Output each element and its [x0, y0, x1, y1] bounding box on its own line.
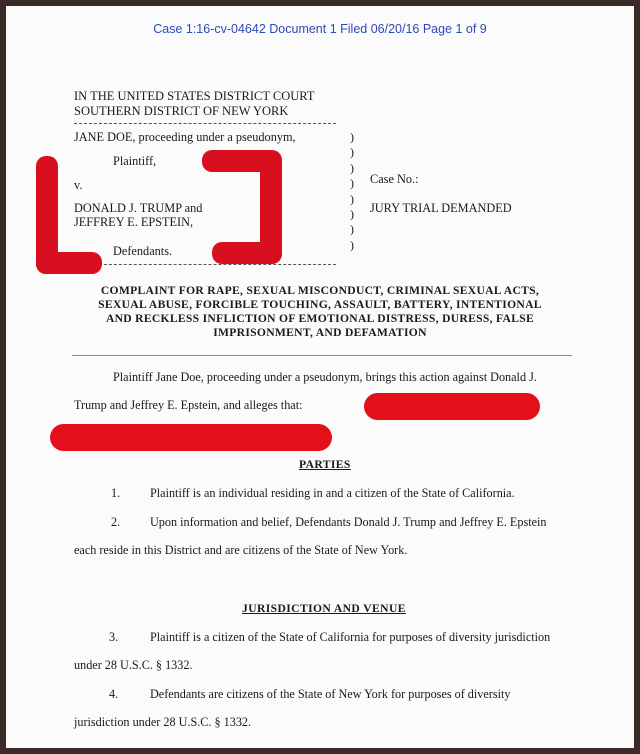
caption-parentheses: ) ) ) ) ) ) ) ) — [350, 130, 354, 252]
case-number-label: Case No.: — [370, 172, 419, 186]
paragraph-2-number: 2. — [111, 515, 121, 529]
red-bracket-left-foot — [36, 252, 102, 274]
jurisdiction-heading: JURISDICTION AND VENUE — [242, 602, 406, 615]
complaint-title-line4: IMPRISONMENT, AND DEFAMATION — [213, 326, 427, 339]
jury-demand: JURY TRIAL DEMANDED — [370, 201, 512, 215]
title-rule — [72, 355, 572, 356]
defendant-name-2: JEFFREY E. EPSTEIN, — [74, 215, 194, 229]
intro-line1: Plaintiff Jane Doe, proceeding under a pseudonym, brings this action against Donald J. — [113, 370, 537, 384]
paragraph-3-text: Plaintiff is a citizen of the State of California for purposes of diversity jurisdiction — [150, 630, 551, 644]
paragraph-2-text: Upon information and belief, Defendants Donald J. Trump and Jeffrey E. Epstein — [150, 515, 547, 529]
court-name-line2: SOUTHERN DISTRICT OF NEW YORK — [74, 104, 289, 118]
red-bracket-right-foot — [212, 242, 282, 264]
versus-label: v. — [74, 178, 83, 192]
defendants-label: Defendants. — [113, 244, 173, 258]
paragraph-2-continued: each reside in this District and are citizens of the State of New York. — [74, 543, 408, 557]
complaint-title-line3: AND RECKLESS INFLICTION OF EMOTIONAL DISTRESS, DURESS, FALSE — [105, 312, 535, 325]
caption-top-divider — [74, 123, 336, 124]
paragraph-4-number: 4. — [109, 687, 119, 701]
plaintiff-label: Plaintiff, — [113, 154, 157, 168]
paragraph-4-continued: jurisdiction under 28 U.S.C. § 1332. — [74, 715, 252, 729]
paragraph-1-text: Plaintiff is an individual residing in and a citizen of the State of California. — [150, 486, 515, 500]
complaint-title — [6, 284, 634, 340]
plaintiff-name: JANE DOE, proceeding under a pseudonym, — [74, 130, 296, 144]
redaction-mark-2 — [50, 424, 332, 451]
complaint-title-line1: COMPLAINT FOR RAPE, SEXUAL MISCONDUCT, CRIMINAL SEXUAL ACTS, — [100, 284, 540, 297]
document-page — [6, 6, 634, 748]
paragraph-3-continued: under 28 U.S.C. § 1332. — [74, 658, 193, 672]
parties-heading: PARTIES — [299, 458, 351, 471]
defendant-name-1: DONALD J. TRUMP and — [74, 201, 203, 215]
paragraph-1-number: 1. — [111, 486, 121, 500]
intro-line2: Trump and Jeffrey E. Epstein, and alleges that: — [74, 398, 303, 412]
paragraph-4-text: Defendants are citizens of the State of New York for purposes of diversity — [150, 687, 511, 701]
caption-bottom-divider — [74, 264, 336, 265]
redaction-mark-1 — [364, 393, 540, 420]
paragraph-3-number: 3. — [109, 630, 119, 644]
court-name-line1: IN THE UNITED STATES DISTRICT COURT — [74, 89, 315, 103]
case-header-stamp: Case 1:16-cv-04642 Document 1 Filed 06/20/16 Page 1 of 9 — [153, 22, 487, 36]
complaint-title-line2: SEXUAL ABUSE, FORCIBLE TOUCHING, ASSAULT, BATTERY, INTENTIONAL — [98, 298, 542, 311]
